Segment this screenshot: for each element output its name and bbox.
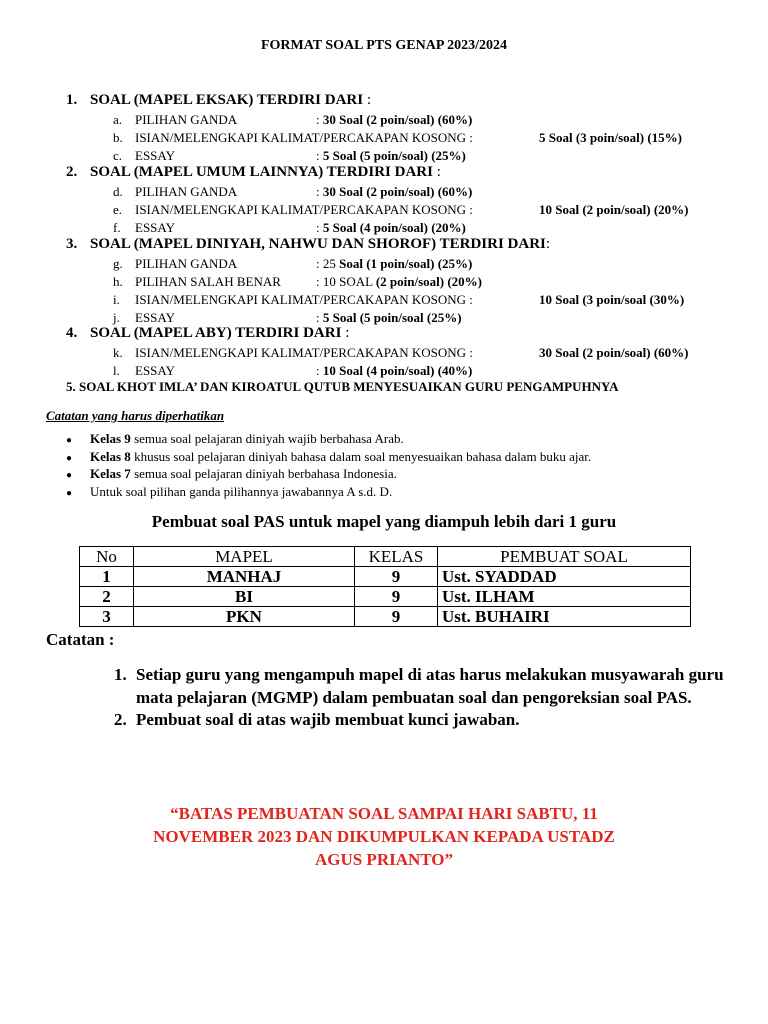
section-item — [113, 130, 683, 146]
item-label: ISIAN/MELENGKAPI KALIMAT/PERCAKAPAN KOSONG : — [135, 202, 473, 217]
item-value-wrapper — [316, 274, 482, 290]
table-heading: Pembuat soal PAS untuk mapel yang diampuh lebih dari 1 guru — [151, 512, 617, 531]
catatan-text: Pembuat soal di atas wajib membuat kunci jawaban. — [136, 710, 520, 729]
cell-pembuat-soal: Ust. ILHAM — [438, 587, 691, 607]
bullet-text: semua soal pelajaran diniyah wajib berbahasa Arab. — [130, 431, 404, 446]
item-value: 10 Soal (3 poin/soal (30%) — [539, 292, 685, 307]
item-value-wrapper — [316, 363, 472, 379]
section-item — [113, 256, 473, 272]
bullet-dot-icon: ● — [66, 452, 73, 464]
bullet-bold-text: Kelas 8 — [90, 448, 131, 464]
item-value: 30 Soal (2 poin/soal) (60%) — [322, 184, 473, 199]
item-separator: : — [316, 363, 323, 378]
deadline-notice: “BATAS PEMBUATAN SOAL SAMPAI HARI SABTU, 11 NOVEMBER 2023 DAN DIKUMPULKAN KEPADA USTADZ AGUS PRIANTO” — [153, 804, 615, 869]
catatan-text: Setiap guru yang mengampuh mapel di atas harus melakukan musyawarah guru mata pelajaran (MGMP) dalam pembuatan soal dan pengoreksian soal PAS. — [136, 665, 724, 707]
item-letter: d. — [113, 184, 123, 199]
section-number: 3. — [66, 236, 78, 252]
item-label: ESSAY — [135, 310, 175, 325]
note-bullet — [66, 465, 591, 483]
header-kelas: KELAS — [355, 547, 438, 567]
item-letter: f. — [113, 220, 121, 235]
note-bullet — [66, 430, 591, 448]
cell-pembuat-soal: Ust. BUHAIRI — [438, 607, 691, 627]
assignment-table — [79, 546, 691, 627]
item-value: 30 Soal (2 poin/soal) (60%) — [322, 112, 473, 127]
bullet-dot-icon: ● — [66, 435, 73, 446]
item-separator: : — [316, 148, 323, 163]
bullet-bold-text: Kelas 9 — [90, 431, 131, 446]
item-value: 10 Soal (4 poin/soal) (40%) — [322, 363, 473, 378]
item-separator: : — [316, 310, 323, 325]
notes-bullet-list — [66, 430, 591, 500]
section-item — [113, 310, 462, 326]
table-row — [80, 607, 691, 627]
item-letter: h. — [113, 274, 123, 289]
bullet-text: khusus soal pelajaran diniyah bahasa dalam soal menyesuaikan bahasa dalam buku ajar. — [130, 448, 592, 464]
section-heading — [66, 236, 550, 253]
item-value: 5 Soal (3 poin/soal) (15%) — [539, 130, 683, 145]
item-letter: i. — [113, 292, 120, 307]
item-value: 5 Soal (4 poin/soal) (20%) — [322, 220, 466, 235]
cell-mapel: MANHAJ — [134, 567, 355, 587]
cell-kelas: 9 — [355, 587, 438, 607]
catatan-list — [114, 664, 724, 732]
catatan-number: 2. — [114, 710, 127, 729]
item-letter: b. — [113, 130, 123, 145]
section-item — [113, 202, 689, 218]
item-separator: : — [316, 220, 323, 235]
item-value: 5 Soal (5 poin/soal (25%) — [322, 310, 462, 325]
cell-no: 3 — [80, 607, 134, 627]
bullet-text: Untuk soal pilihan ganda pilihannya jawabannya A s.d. D. — [90, 483, 393, 499]
item-label: PILIHAN GANDA — [135, 256, 238, 271]
header-no: No — [80, 547, 134, 567]
header-pembuat-soal: PEMBUAT SOAL — [438, 547, 691, 567]
section-heading — [66, 92, 371, 109]
item-value: 5 Soal (5 poin/soal) (25%) — [322, 148, 466, 163]
cell-kelas: 9 — [355, 607, 438, 627]
catatan-label: Catatan : — [46, 630, 115, 649]
item-label: ESSAY — [135, 148, 175, 163]
section-title: SOAL (MAPEL UMUM LAINNYA) TERDIRI DARI — [90, 164, 433, 180]
item-value-wrapper — [316, 148, 466, 164]
section-colon: : — [545, 236, 551, 252]
document-title: FORMAT SOAL PTS GENAP 2023/2024 — [260, 38, 508, 53]
item-letter: k. — [113, 345, 123, 360]
item-letter: j. — [113, 310, 120, 325]
item-separator: : — [316, 112, 323, 127]
catatan-number: 1. — [114, 665, 127, 684]
section-5: 5. SOAL KHOT IMLA’ DAN KIROATUL QUTUB MENYESUAIKAN GURU PENGAMPUHNYA — [66, 379, 619, 394]
catatan-item — [114, 709, 724, 732]
item-value: 30 Soal (2 poin/soal) (60%) — [539, 345, 689, 360]
cell-no: 2 — [80, 587, 134, 607]
header-mapel: MAPEL — [134, 547, 355, 567]
section-item — [113, 148, 466, 164]
section-heading — [66, 325, 349, 342]
item-value-wrapper — [316, 112, 472, 128]
section-number: 1. — [66, 92, 78, 108]
item-label: ESSAY — [135, 363, 175, 378]
section-item — [113, 345, 689, 361]
bullet-bold-text: Kelas 7 — [90, 466, 131, 481]
notes-heading: Catatan yang harus diperhatikan — [46, 408, 225, 423]
item-value-wrapper — [316, 256, 472, 272]
section-number: 4. — [66, 325, 78, 341]
section-item — [113, 363, 473, 379]
section-title: SOAL (MAPEL ABY) TERDIRI DARI — [90, 325, 342, 341]
section-item — [113, 184, 473, 200]
item-letter: a. — [113, 112, 123, 127]
bullet-dot-icon: ● — [66, 487, 73, 499]
bullet-dot-icon: ● — [66, 470, 73, 481]
item-value: Soal (1 poin/soal) (25%) — [339, 256, 473, 271]
cell-mapel: BI — [134, 587, 355, 607]
section-title: SOAL (MAPEL EKSAK) TERDIRI DARI — [90, 92, 364, 108]
note-bullet — [66, 448, 591, 466]
bullet-text: semua soal pelajaran diniyah berbahasa Indonesia. — [130, 466, 397, 481]
catatan-item — [114, 664, 724, 709]
item-label: ISIAN/MELENGKAPI KALIMAT/PERCAKAPAN KOSONG : — [135, 345, 473, 360]
section-heading — [66, 164, 441, 181]
table-row — [80, 567, 691, 587]
section-item — [113, 220, 466, 236]
section-number: 2. — [66, 164, 78, 180]
table-body — [80, 567, 691, 627]
item-letter: c. — [113, 148, 123, 163]
cell-mapel: PKN — [134, 607, 355, 627]
item-label: PILIHAN GANDA — [135, 112, 238, 127]
item-separator: : 25 — [316, 256, 340, 271]
table-header-row — [80, 547, 691, 567]
section-title: SOAL (MAPEL DINIYAH, NAHWU DAN SHOROF) TERDIRI DARI — [90, 236, 546, 252]
cell-kelas: 9 — [355, 567, 438, 587]
item-letter: e. — [113, 202, 123, 217]
item-value-wrapper — [316, 310, 462, 326]
cell-no: 1 — [80, 567, 134, 587]
item-label: PILIHAN SALAH BENAR — [135, 274, 281, 289]
item-value-wrapper — [316, 184, 472, 200]
cell-pembuat-soal: Ust. SYADDAD — [438, 567, 691, 587]
item-value: 10 Soal (2 poin/soal) (20%) — [539, 202, 689, 217]
item-separator: : — [316, 184, 323, 199]
section-colon: : — [363, 92, 372, 108]
section-colon: : — [341, 325, 350, 341]
item-separator: : 10 SOAL — [316, 274, 376, 289]
section-item — [113, 112, 473, 128]
section-colon: : — [432, 164, 441, 180]
item-label: ESSAY — [135, 220, 175, 235]
note-bullet — [66, 483, 591, 501]
section-item — [113, 292, 685, 308]
item-label: ISIAN/MELENGKAPI KALIMAT/PERCAKAPAN KOSONG : — [135, 292, 473, 307]
section-item — [113, 274, 482, 290]
item-label: PILIHAN GANDA — [135, 184, 238, 199]
item-value-wrapper — [316, 220, 466, 236]
item-letter: g. — [113, 256, 123, 271]
table-row — [80, 587, 691, 607]
item-letter: l. — [113, 363, 120, 378]
item-label: ISIAN/MELENGKAPI KALIMAT/PERCAKAPAN KOSONG : — [135, 130, 473, 145]
item-value: (2 poin/soal) (20%) — [375, 274, 482, 289]
